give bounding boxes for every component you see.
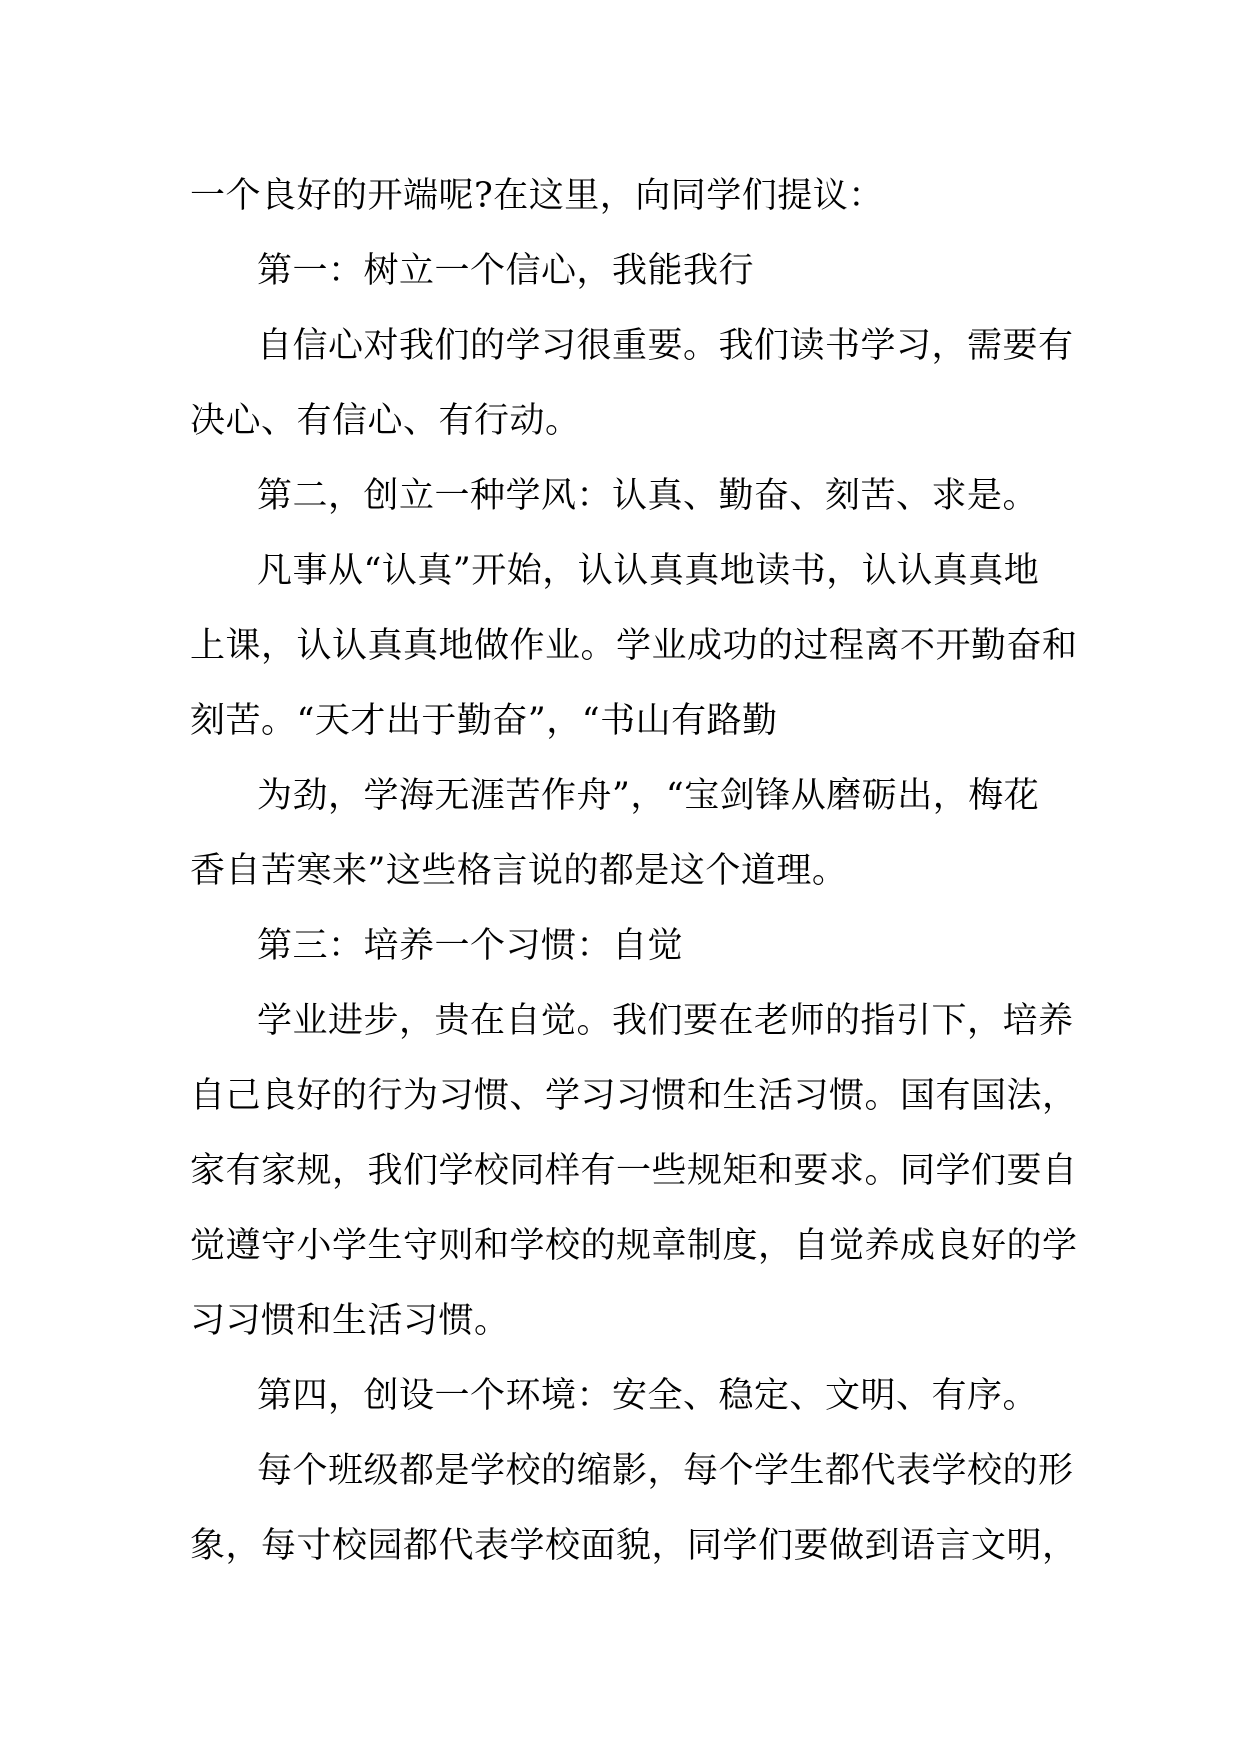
text-line-3: 自信心对我们的学习很重要。我们读书学习，需要有 [257,326,1074,366]
text-line-8: 刻苦。“天才出于勤奋”，“书山有路勤 [190,701,778,741]
text-line-1: 一个良好的开端呢?在这里，向同学们提议： [190,176,884,216]
text-line-12: 学业进步，贵在自觉。我们要在老师的指引下，培养 [257,1001,1074,1041]
section-heading-4: 第四，创设一个环境：安全、稳定、文明、有序。 [257,1376,1039,1416]
text-line-10: 香自苦寒来”这些格言说的都是这个道理。 [190,851,848,891]
text-line-19: 象，每寸校园都代表学校面貌，同学们要做到语言文明， [190,1526,1078,1566]
text-line-7: 上课，认认真真地做作业。学业成功的过程离不开勤奋和 [190,626,1078,666]
section-heading-3: 第三：培养一个习惯：自觉 [257,926,684,966]
text-line-13: 自己良好的行为习惯、学习习惯和生活习惯。国有国法， [190,1076,1078,1116]
text-line-4: 决心、有信心、有行动。 [190,401,581,441]
text-line-16: 习习惯和生活习惯。 [190,1301,510,1341]
section-heading-1: 第一：树立一个信心，我能我行 [257,251,755,291]
text-line-9: 为劲，学海无涯苦作舟”，“宝剑锋从磨砺出，梅花 [257,776,1040,816]
text-line-18: 每个班级都是学校的缩影，每个学生都代表学校的形 [257,1451,1074,1491]
text-line-15: 觉遵守小学生守则和学校的规章制度，自觉养成良好的学 [190,1226,1078,1266]
text-line-6: 凡事从“认真”开始，认认真真地读书，认认真真地 [257,551,1040,591]
section-heading-2: 第二，创立一种学风：认真、勤奋、刻苦、求是。 [257,476,1039,516]
text-line-14: 家有家规，我们学校同样有一些规矩和要求。同学们要自 [190,1151,1078,1191]
